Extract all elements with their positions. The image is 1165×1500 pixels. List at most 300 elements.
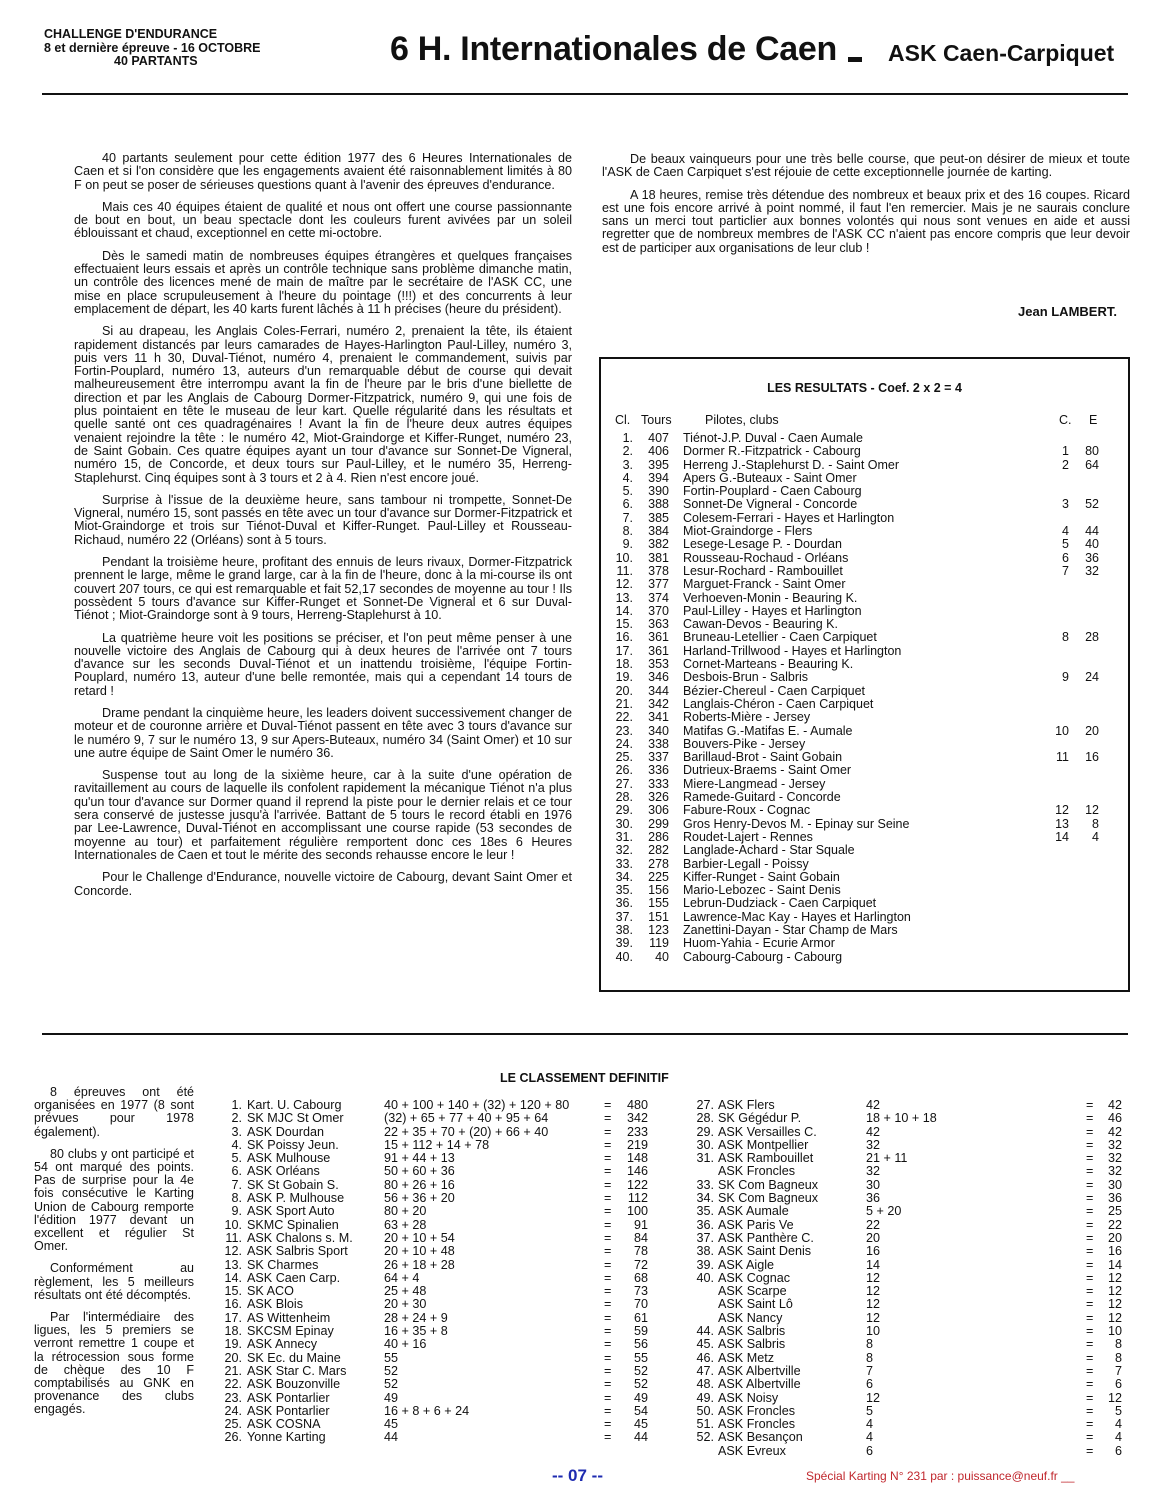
result-rank: 30. bbox=[615, 816, 633, 831]
standing-rank: 28. bbox=[696, 1111, 714, 1126]
standing-rank: 52. bbox=[696, 1430, 714, 1445]
equals-sign: = bbox=[1086, 1417, 1094, 1432]
result-tours: 344 bbox=[648, 683, 669, 698]
article-paragraph: Si au drapeau, les Anglais Coles-Ferrari, numéro 2, prenaient la tête, ils étaient rapidement distancés par leurs camarades de Hayes-Harlington Paul-Lilley, numéro 3, puis vers 11 h 30, Duval-Tiénot, numéro 4, prenaient le commandement, suivis par Fortin-Pouplard, numéro 13, auteurs d'un remarquable début de course qui devait malheureusement être interrompu avant la fin de l'heure par le bris d'une biellette de direction et par les Anglais de Cabourg Dormer-Fitzpatrick, numéro 9, qui une fois de plus pointaient en tête le museau de leur kart. Quelle régularité dans les résultats et quelle santé ont ces quadragénaires ! Avant la fin de l'heure deux autres équipes venaient rejoindre la tête : le numéro 42, Miot-Graindorge et Kiffer-Runget, numéro 23, de Saint Gobain. Ces quatre équipes ayant un tour d'avance sur Sonnet-De Vigneral, numéro 15, de Concorde, et deux tours sur Paul-Lilley, et le numéro 35, Herreng-Staplehurst. Cinq équipes sont à 3 tours et 2 à 4. Rien n'est encore joué. bbox=[74, 324, 572, 485]
result-tours: 342 bbox=[648, 696, 669, 711]
result-pilots: Desbois-Brun - Salbris bbox=[683, 670, 809, 685]
result-e: 16 bbox=[1085, 750, 1099, 765]
standing-row bbox=[694, 1179, 1134, 1192]
results-row bbox=[601, 951, 1128, 964]
result-c: 11 bbox=[1056, 750, 1069, 765]
standing-scores: 50 + 60 + 36 bbox=[384, 1164, 455, 1179]
standing-row bbox=[214, 1298, 654, 1311]
standing-row bbox=[694, 1192, 1134, 1205]
results-row bbox=[601, 578, 1128, 591]
result-rank: 21. bbox=[615, 696, 633, 711]
standing-club: ASK Besançon bbox=[718, 1430, 803, 1445]
result-pilots: Lesur-Rochard - Rambouillet bbox=[683, 563, 843, 578]
result-rank: 11. bbox=[616, 563, 633, 578]
equals-sign: = bbox=[604, 1217, 612, 1232]
result-pilots: Langlais-Chéron - Caen Carpiquet bbox=[683, 696, 874, 711]
results-row bbox=[601, 711, 1128, 724]
results-row bbox=[601, 897, 1128, 910]
standing-row bbox=[694, 1112, 1134, 1125]
standing-total: 20 bbox=[1107, 1230, 1122, 1245]
standing-rank: 51. bbox=[696, 1417, 714, 1432]
equals-sign: = bbox=[1086, 1244, 1094, 1259]
result-tours: 123 bbox=[648, 922, 669, 937]
equals-sign: = bbox=[1086, 1270, 1094, 1285]
standing-total: 36 bbox=[1107, 1191, 1122, 1206]
standing-rank: 38. bbox=[696, 1244, 714, 1259]
standing-total: 32 bbox=[1107, 1137, 1122, 1152]
result-rank: 32. bbox=[615, 843, 633, 858]
results-row bbox=[601, 818, 1128, 831]
equals-sign: = bbox=[1086, 1151, 1094, 1166]
result-pilots: Gros Henry-Devos M. - Epinay sur Seine bbox=[683, 816, 910, 831]
standing-total: 148 bbox=[626, 1151, 648, 1166]
result-rank: 31. bbox=[615, 829, 633, 844]
result-e: 52 bbox=[1085, 497, 1099, 512]
result-e: 8 bbox=[1092, 816, 1099, 831]
standing-total: 6 bbox=[1114, 1377, 1122, 1392]
standing-club: ASK Pontarlier bbox=[247, 1403, 330, 1418]
standing-total: 12 bbox=[1107, 1284, 1122, 1299]
standing-rank: 10. bbox=[224, 1217, 242, 1232]
standing-total: 25 bbox=[1107, 1204, 1122, 1219]
standing-club: ASK Aumale bbox=[718, 1204, 789, 1219]
standing-scores: 56 + 36 + 20 bbox=[384, 1191, 455, 1206]
standing-row bbox=[694, 1126, 1134, 1139]
equals-sign: = bbox=[604, 1151, 612, 1166]
standing-row bbox=[214, 1272, 654, 1285]
standing-scores: 25 + 48 bbox=[384, 1284, 427, 1299]
standing-total: 12 bbox=[1107, 1297, 1122, 1312]
standing-scores: 44 bbox=[384, 1430, 399, 1445]
article-paragraph: Pendant la troisième heure, profitant des ennuis de leurs rivaux, Dormer-Fitzpatrick prennent le large, même le grand large, car à la fin de l'heure, donc à la mi-course ils ont couvert 207 tours, ce qui est remarquable et fait 52,17 secondes de moyenne au tour ! Ils possèdent 5 tours d'avance sur Kiffer-Runget et Sonnet-De Vigneral et 6 sur Duval-Tiénot ; Miot-Graindorge sont à 9 tours, Herreng-Staplehurst à 10. bbox=[74, 555, 572, 623]
article-paragraph: Pour le Challenge d'Endurance, nouvelle victoire de Cabourg, devant Saint Omer et Concorde. bbox=[74, 870, 572, 898]
standing-total: 12 bbox=[1107, 1390, 1122, 1405]
result-c: 10 bbox=[1055, 723, 1069, 738]
standing-row bbox=[214, 1259, 654, 1272]
standing-club: SKCSM Epinay bbox=[247, 1324, 334, 1339]
standing-rank: 18. bbox=[224, 1324, 242, 1339]
result-e: 12 bbox=[1085, 803, 1099, 818]
standing-rank: 48. bbox=[696, 1377, 714, 1392]
standing-scores: 16 bbox=[866, 1244, 881, 1259]
equals-sign: = bbox=[1086, 1337, 1094, 1352]
standing-club: ASK Nancy bbox=[718, 1310, 783, 1325]
standing-club: Yonne Karting bbox=[247, 1430, 326, 1445]
standing-club: SK Gégédur P. bbox=[718, 1111, 802, 1126]
equals-sign: = bbox=[604, 1430, 612, 1445]
equals-sign: = bbox=[604, 1377, 612, 1392]
result-pilots: Zanettini-Dayan - Star Champ de Mars bbox=[683, 922, 898, 937]
signature: Jean LAMBERT. bbox=[1018, 304, 1117, 319]
standing-club: ASK Saint Denis bbox=[718, 1244, 812, 1259]
standing-club: SK MJC St Omer bbox=[247, 1111, 344, 1126]
standing-total: 30 bbox=[1107, 1177, 1122, 1192]
standing-total: 16 bbox=[1107, 1244, 1122, 1259]
results-row bbox=[601, 618, 1128, 631]
results-head-pilotes: Pilotes, clubs bbox=[705, 413, 779, 427]
result-rank: 29. bbox=[615, 803, 633, 818]
standing-scores: 12 bbox=[866, 1297, 881, 1312]
results-row bbox=[601, 685, 1128, 698]
result-rank: 13. bbox=[615, 590, 633, 605]
standing-club: ASK Froncles bbox=[718, 1164, 795, 1179]
results-row bbox=[601, 698, 1128, 711]
results-row bbox=[601, 738, 1128, 751]
standing-row bbox=[214, 1165, 654, 1178]
standing-scores: 40 + 100 + 140 + (32) + 120 + 80 bbox=[384, 1098, 570, 1112]
result-tours: 390 bbox=[648, 484, 669, 499]
standing-club: ASK Salbris bbox=[718, 1337, 786, 1352]
standing-row bbox=[694, 1259, 1134, 1272]
equals-sign: = bbox=[1086, 1377, 1094, 1392]
page-number: -- 07 -- bbox=[552, 1466, 603, 1485]
result-rank: 24. bbox=[615, 736, 633, 751]
equals-sign: = bbox=[1086, 1350, 1094, 1365]
standing-row bbox=[694, 1352, 1134, 1365]
results-row bbox=[601, 631, 1128, 644]
standing-club: ASK Sport Auto bbox=[247, 1204, 335, 1219]
standing-club: SK Charmes bbox=[247, 1257, 319, 1272]
standing-scores: 32 bbox=[866, 1137, 881, 1152]
standing-total: 42 bbox=[1107, 1124, 1122, 1139]
result-tours: 346 bbox=[648, 670, 669, 685]
standing-scores: 8 bbox=[866, 1350, 874, 1365]
standing-rank: 23. bbox=[224, 1390, 242, 1405]
standing-total: 78 bbox=[633, 1244, 648, 1259]
result-rank: 36. bbox=[615, 896, 633, 911]
section-rule bbox=[42, 1033, 1128, 1035]
results-head-c: C. bbox=[1059, 413, 1072, 427]
standing-row bbox=[214, 1219, 654, 1232]
standing-rank: 16. bbox=[224, 1297, 242, 1312]
standing-club: ASK Annecy bbox=[247, 1337, 318, 1352]
standing-scores: 16 + 35 + 8 bbox=[384, 1324, 448, 1339]
result-c: 2 bbox=[1062, 457, 1069, 472]
standing-row bbox=[214, 1112, 654, 1125]
article-right-column bbox=[602, 153, 1130, 264]
challenge-line-1: CHALLENGE D'ENDURANCE bbox=[44, 27, 218, 41]
result-pilots: Lebrun-Dudziack - Caen Carpiquet bbox=[683, 896, 877, 911]
results-row bbox=[601, 725, 1128, 738]
standing-rank: 5. bbox=[231, 1151, 242, 1166]
result-tours: 395 bbox=[648, 457, 669, 472]
result-rank: 16. bbox=[615, 630, 633, 645]
result-rank: 14. bbox=[615, 603, 633, 618]
equals-sign: = bbox=[1086, 1310, 1094, 1325]
standing-rank: 27. bbox=[696, 1098, 714, 1112]
standing-club: SK ACO bbox=[247, 1284, 294, 1299]
standing-total: 4 bbox=[1114, 1417, 1122, 1432]
equals-sign: = bbox=[604, 1310, 612, 1325]
equals-sign: = bbox=[1086, 1324, 1094, 1339]
result-pilots: Lawrence-Mac Kay - Hayes et Harlington bbox=[683, 909, 911, 924]
result-rank: 27. bbox=[615, 776, 633, 791]
equals-sign: = bbox=[1086, 1257, 1094, 1272]
results-list bbox=[601, 432, 1128, 964]
result-tours: 286 bbox=[648, 829, 669, 844]
result-tours: 338 bbox=[648, 736, 669, 751]
standing-rank: 37. bbox=[696, 1230, 714, 1245]
results-row bbox=[601, 884, 1128, 897]
standing-total: 42 bbox=[1107, 1098, 1122, 1112]
standing-total: 52 bbox=[633, 1377, 648, 1392]
standing-row bbox=[694, 1219, 1134, 1232]
result-pilots: Herreng J.-Staplehurst D. - Saint Omer bbox=[683, 457, 900, 472]
result-e: 20 bbox=[1085, 723, 1099, 738]
standing-row bbox=[694, 1325, 1134, 1338]
standing-rank: 25. bbox=[224, 1417, 242, 1432]
results-row bbox=[601, 911, 1128, 924]
standing-total: 5 bbox=[1114, 1403, 1122, 1418]
results-row bbox=[601, 498, 1128, 511]
standing-row bbox=[694, 1405, 1134, 1418]
results-head-tours: Tours bbox=[641, 413, 672, 427]
standing-club: ASK Dourdan bbox=[247, 1124, 325, 1139]
standing-rank: 1. bbox=[231, 1098, 242, 1112]
standing-club: ASK Chalons s. M. bbox=[247, 1230, 353, 1245]
standing-club: ASK Pontarlier bbox=[247, 1390, 330, 1405]
standing-club: SK Ec. du Maine bbox=[247, 1350, 341, 1365]
standing-rank: 6. bbox=[231, 1164, 242, 1179]
result-e: 40 bbox=[1085, 537, 1099, 552]
article-paragraph: Surprise à l'issue de la deuxième heure, sans tambour ni trompette, Sonnet-De Vigneral, numéro 15, sont passés en tête avec un tour d'avance sur Dormer-Fitzpatrick et Miot-Graindorge et trois sur Tiénot-Duval et Kiffer-Runget. Paul-Lilley et Rousseau-Richaud, numéro 22 (Orléans) sont à 5 tours. bbox=[74, 492, 572, 547]
standing-scores: 16 + 8 + 6 + 24 bbox=[384, 1403, 470, 1418]
equals-sign: = bbox=[1086, 1230, 1094, 1245]
result-tours: 155 bbox=[648, 896, 669, 911]
result-pilots: Barillaud-Brot - Saint Gobain bbox=[683, 750, 843, 765]
standing-scores: 20 + 10 + 48 bbox=[384, 1244, 455, 1259]
standing-total: 32 bbox=[1107, 1151, 1122, 1166]
result-tours: 394 bbox=[648, 470, 669, 485]
standing-rank: 45. bbox=[696, 1337, 714, 1352]
result-tours: 361 bbox=[648, 630, 669, 645]
result-tours: 156 bbox=[648, 883, 669, 898]
result-pilots: Cawan-Devos - Beauring K. bbox=[683, 617, 838, 632]
result-tours: 306 bbox=[648, 803, 669, 818]
classement-notes bbox=[34, 1086, 194, 1426]
result-tours: 378 bbox=[648, 563, 669, 578]
standing-total: 10 bbox=[1107, 1324, 1122, 1339]
result-tours: 225 bbox=[648, 869, 669, 884]
result-e: 80 bbox=[1085, 444, 1099, 459]
standing-club: SK St Gobain S. bbox=[247, 1177, 339, 1192]
standing-row bbox=[694, 1312, 1134, 1325]
standing-row bbox=[694, 1392, 1134, 1405]
standing-scores: 20 bbox=[866, 1230, 881, 1245]
challenge-line-2: 8 et dernière épreuve - 16 OCTOBRE bbox=[44, 40, 261, 55]
standing-row bbox=[694, 1165, 1134, 1178]
standing-club: SKMC Spinalien bbox=[247, 1217, 339, 1232]
standing-scores: 4 bbox=[866, 1430, 874, 1445]
result-c: 12 bbox=[1055, 803, 1069, 818]
standing-total: 59 bbox=[633, 1324, 648, 1339]
standing-scores: 52 bbox=[384, 1377, 399, 1392]
standing-scores: 8 bbox=[866, 1337, 874, 1352]
article-paragraph: 40 partants seulement pour cette édition 1977 des 6 Heures Internationales de Caen et si l'on considère que les engagements avaient été raisonnablement limités à 80 F on peut se poser de sérieuses questions quant à l'avenir des épreuves d'endurance. bbox=[74, 151, 572, 192]
classement-note: 8 épreuves ont été organisées en 1977 (8 sont prévues pour 1978 également). bbox=[34, 1085, 194, 1139]
standing-row bbox=[214, 1338, 654, 1351]
standing-scores: 55 bbox=[384, 1350, 399, 1365]
result-rank: 5. bbox=[622, 484, 633, 499]
standing-row bbox=[694, 1152, 1134, 1165]
standing-scores: 80 + 20 bbox=[384, 1204, 427, 1219]
standing-club: ASK Flers bbox=[718, 1098, 775, 1112]
result-rank: 3. bbox=[622, 457, 633, 472]
standing-row bbox=[694, 1245, 1134, 1258]
standing-total: 70 bbox=[633, 1297, 648, 1312]
standing-scores: 22 bbox=[866, 1217, 881, 1232]
standing-rank: 20. bbox=[224, 1350, 242, 1365]
standing-club: ASK Metz bbox=[718, 1350, 774, 1365]
equals-sign: = bbox=[1086, 1297, 1094, 1312]
standing-scores: 32 bbox=[866, 1164, 881, 1179]
standing-total: 6 bbox=[1114, 1443, 1122, 1458]
standing-club: ASK Saint Lô bbox=[718, 1297, 793, 1312]
result-rank: 23. bbox=[615, 723, 633, 738]
result-e: 64 bbox=[1085, 457, 1099, 472]
standing-row bbox=[214, 1325, 654, 1338]
result-pilots: Ramede-Guitard - Concorde bbox=[683, 790, 841, 805]
result-pilots: Kiffer-Runget - Saint Gobain bbox=[683, 869, 840, 884]
equals-sign: = bbox=[604, 1417, 612, 1432]
result-c: 4 bbox=[1062, 524, 1069, 539]
standing-scores: 40 + 16 bbox=[384, 1337, 427, 1352]
classement-note: 80 clubs y ont participé et 54 ont marqué des points. Pas de surprise pour la 4e fois consécutive le Karting Union de Cabourg remporte l'édition 1977 devant un excellent et régulier St Omer. bbox=[34, 1146, 194, 1254]
standing-row bbox=[694, 1139, 1134, 1152]
result-pilots: Dormer R.-Fitzpatrick - Cabourg bbox=[683, 444, 861, 459]
standing-row bbox=[694, 1365, 1134, 1378]
result-rank: 39. bbox=[615, 936, 633, 951]
standing-total: 22 bbox=[1107, 1217, 1122, 1232]
result-e: 44 bbox=[1085, 524, 1099, 539]
equals-sign: = bbox=[1086, 1217, 1094, 1232]
equals-sign: = bbox=[1086, 1390, 1094, 1405]
result-rank: 1. bbox=[622, 431, 633, 445]
standing-rank: 39. bbox=[696, 1257, 714, 1272]
equals-sign: = bbox=[604, 1191, 612, 1206]
equals-sign: = bbox=[604, 1204, 612, 1219]
standing-club: ASK COSNA bbox=[247, 1417, 321, 1432]
result-e: 4 bbox=[1092, 829, 1099, 844]
standing-total: 68 bbox=[633, 1270, 648, 1285]
result-tours: 353 bbox=[648, 657, 669, 672]
result-tours: 333 bbox=[648, 776, 669, 791]
result-tours: 385 bbox=[648, 510, 669, 525]
results-row bbox=[601, 605, 1128, 618]
result-pilots: Cornet-Marteans - Beauring K. bbox=[683, 657, 854, 672]
standing-total: 12 bbox=[1107, 1270, 1122, 1285]
standing-row bbox=[214, 1179, 654, 1192]
standing-total: 14 bbox=[1107, 1257, 1122, 1272]
result-rank: 26. bbox=[615, 763, 633, 778]
result-tours: 40 bbox=[655, 949, 669, 964]
equals-sign: = bbox=[604, 1257, 612, 1272]
result-tours: 341 bbox=[648, 710, 669, 725]
standing-row bbox=[214, 1152, 654, 1165]
result-pilots: Bouvers-Pike - Jersey bbox=[683, 736, 806, 751]
standing-row bbox=[214, 1285, 654, 1298]
result-pilots: Miot-Graindorge - Flers bbox=[683, 524, 813, 539]
standing-rank: 46. bbox=[696, 1350, 714, 1365]
standing-total: 44 bbox=[633, 1430, 648, 1445]
result-pilots: Cabourg-Cabourg - Cabourg bbox=[683, 949, 843, 964]
result-rank: 9. bbox=[622, 537, 633, 552]
result-rank: 12. bbox=[615, 577, 633, 592]
article-paragraph: Drame pendant la cinquième heure, les leaders doivent successivement changer de moteur et de couronne arrière et Duval-Tiénot passent en tête avec 3 tours d'avance sur le numéro 9, 7 sur le numéro 13, 9 sur Apers-Buteaux, numéro 34 (Saint Omer) et 10 sur une autre équipe de Saint Omer le numéro 36. bbox=[74, 705, 572, 760]
standing-total: 4 bbox=[1114, 1430, 1122, 1445]
result-pilots: Matifas G.-Matifas E. - Aumale bbox=[683, 723, 853, 738]
standing-row bbox=[214, 1392, 654, 1405]
result-rank: 20. bbox=[615, 683, 633, 698]
standing-rank: 34. bbox=[696, 1191, 714, 1206]
equals-sign: = bbox=[1086, 1111, 1094, 1126]
standing-club: SK Com Bagneux bbox=[718, 1191, 819, 1206]
results-box bbox=[599, 357, 1130, 992]
standing-scores: 36 bbox=[866, 1191, 881, 1206]
standing-scores: 20 + 30 bbox=[384, 1297, 427, 1312]
standing-club: ASK Scarpe bbox=[718, 1284, 787, 1299]
standing-rank: 49. bbox=[696, 1390, 714, 1405]
result-c: 13 bbox=[1055, 816, 1069, 831]
result-c: 5 bbox=[1062, 537, 1069, 552]
standing-club: ASK Blois bbox=[247, 1297, 303, 1312]
standing-rank: 21. bbox=[224, 1363, 242, 1378]
standing-scores: 7 bbox=[866, 1363, 874, 1378]
standing-rank: 24. bbox=[224, 1403, 242, 1418]
standing-total: 73 bbox=[633, 1284, 648, 1299]
equals-sign: = bbox=[1086, 1191, 1094, 1206]
equals-sign: = bbox=[604, 1177, 612, 1192]
results-row bbox=[601, 937, 1128, 950]
standing-rank: 44. bbox=[696, 1324, 714, 1339]
standing-club: ASK Versailles C. bbox=[718, 1124, 817, 1139]
equals-sign: = bbox=[1086, 1443, 1094, 1458]
standing-total: 100 bbox=[626, 1204, 648, 1219]
standing-club: ASK Bouzonville bbox=[247, 1377, 341, 1392]
result-tours: 336 bbox=[648, 763, 669, 778]
standing-rank: 31. bbox=[696, 1151, 714, 1166]
article-paragraph: Dès le samedi matin de nombreuses équipes étrangères et quelques françaises effectuaient leurs essais et après un contrôle technique sans problème dimanche matin, un contrôle des licences mené de main de maître par le secrétaire de l'ASK CC, une mise en place scrupuleusement à l'heure du pointage (!!!) et des concurrents à leur emplacement de départ, les 40 karts furent lâchés à 11 h précises (heure du président). bbox=[74, 248, 572, 316]
result-pilots: Rousseau-Rochaud - Orléans bbox=[683, 550, 849, 565]
page-title: 6 H. Internationales de Caen bbox=[390, 30, 837, 68]
result-rank: 10. bbox=[615, 550, 633, 565]
standing-club: SK Poissy Jeun. bbox=[247, 1137, 339, 1152]
standing-row bbox=[694, 1099, 1134, 1112]
article-paragraph: Suspense tout au long de la sixième heure, car à la suite d'une opération de ravitaillement au cours de laquelle ils confolent rapidement la mécanique Tiénot n'a plus qu'un tour d'avance sur Dormer quand il reprend la piste pour le dernier relais et ce tour sera conservé de justesse jusqu'à l'arrivée. Battant de 5 tours le record établi en 1976 par Lee-Lawrence, Duval-Tiénot en accomplissant une course rapide (53 secondes de moyenne au tour) et parfaitement régulière remportent donc ces 18es 6 Heures Internationales de Caen et tout le mérite des seconds rehausse encore le leur ! bbox=[74, 768, 572, 862]
equals-sign: = bbox=[1086, 1164, 1094, 1179]
result-tours: 377 bbox=[648, 577, 669, 592]
result-e: 32 bbox=[1085, 563, 1099, 578]
standing-scores: 42 bbox=[866, 1124, 881, 1139]
result-tours: 337 bbox=[648, 750, 669, 765]
result-pilots: Roberts-Mière - Jersey bbox=[683, 710, 811, 725]
result-pilots: Fortin-Pouplard - Caen Cabourg bbox=[683, 484, 862, 499]
standing-rank: 7. bbox=[231, 1177, 242, 1192]
standing-club: ASK Star C. Mars bbox=[247, 1363, 347, 1378]
standing-total: 49 bbox=[633, 1390, 648, 1405]
standing-rank: 26. bbox=[224, 1430, 242, 1445]
equals-sign: = bbox=[604, 1244, 612, 1259]
results-head-cl: Cl. bbox=[615, 413, 631, 427]
standing-row bbox=[694, 1445, 1134, 1458]
result-e: 36 bbox=[1085, 550, 1099, 565]
equals-sign: = bbox=[604, 1363, 612, 1378]
